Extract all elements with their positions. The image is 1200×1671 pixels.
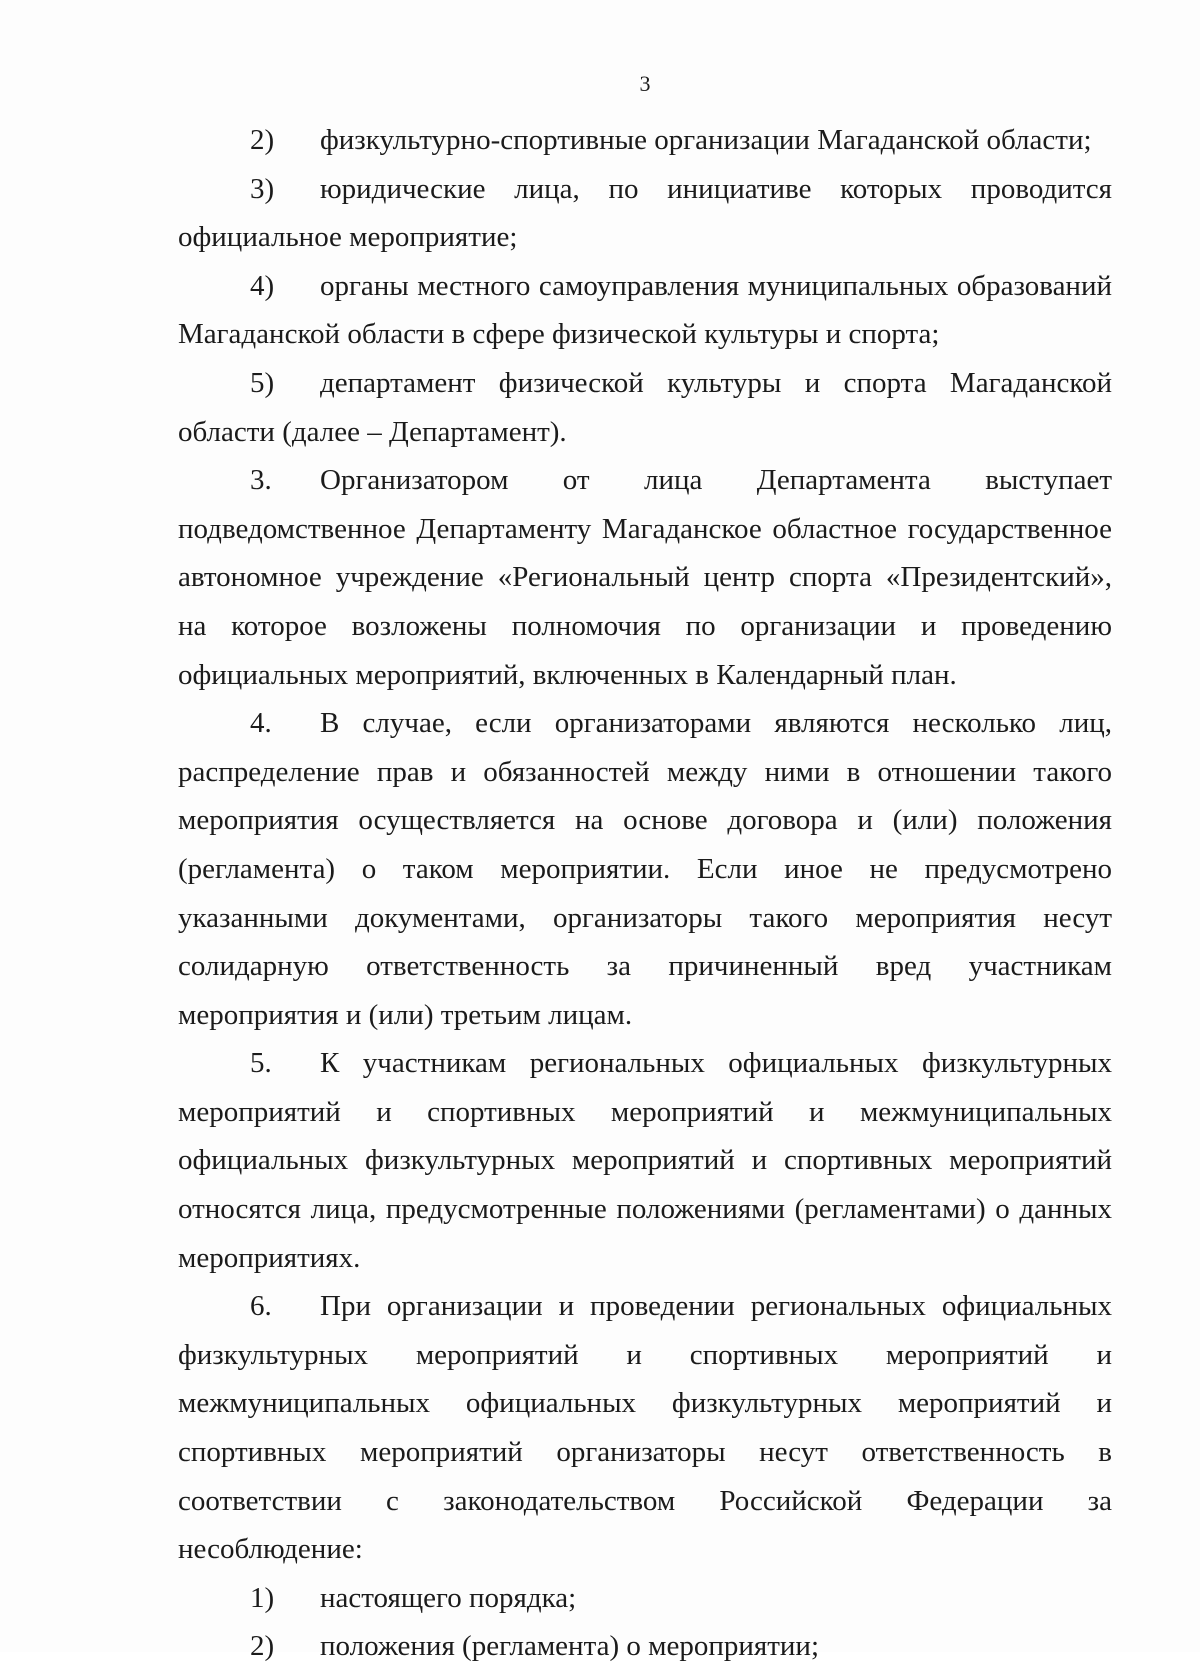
page-number: 3 [639,71,651,96]
clause-paragraph [178,456,1112,699]
clause-number: 6. [250,1290,272,1323]
item-text: физкультурно-спортивные организации Магаданской области; [320,124,1092,156]
document-body [178,116,1112,1671]
list-item [178,262,1112,359]
list-item [178,1574,1112,1623]
item-text: положения (регламента) о мероприятии; [320,1630,820,1663]
item-text: настоящего порядка; [320,1581,577,1614]
item-number: 2) [250,1630,275,1663]
item-number: 4) [250,269,275,302]
clause-paragraph [178,1282,1112,1574]
list-item [178,359,1112,456]
item-number: 3) [250,172,275,205]
clause-text: К участникам региональных официальных физкультурных мероприятий и спортивных мероприятий и межмуниципальных официальных физкультурных мероприятий и спортивных мероприятий относятся лица, предусмотренные положениями (регламентами) о данных мероприятиях. [178,1047,1112,1274]
clause-text: Организатором от лица Департамента выступает подведомственное Департаменту Магаданское областное государственное автономное учреждение «Региональный центр спорта «Президентский», на которое возложены полномочия по организации и проведению официальных мероприятий, включенных в Календарный план. [178,464,1112,691]
item-number: 1) [250,1581,275,1614]
clause-paragraph [178,699,1112,1039]
list-item [178,116,1112,165]
clause-text: При организации и проведении региональных официальных физкультурных мероприятий и спортивных мероприятий и межмуниципальных официальных физкультурных мероприятий и спортивных мероприятий организаторы несут ответственность в соответствии с законодательством Российской Федерации за несоблюдение: [178,1290,1112,1566]
list-item [178,1622,1112,1671]
clause-text: В случае, если организаторами являются несколько лиц, распределение прав и обязанностей между ними в отношении такого мероприятия осуществляется на основе договора и (или) положения (регламента) о таком мероприятии. Если иное не предусмотрено указанными документами, организаторы такого мероприятия несут солидарную ответственность за причиненный вред участникам мероприятия и (или) третьим лицам. [178,707,1112,1031]
clause-number: 5. [250,1047,272,1080]
clause-number: 4. [250,707,272,740]
item-text: департамент физической культуры и спорта Магаданской области (далее – Департамент). [178,366,1112,448]
item-number: 5) [250,366,275,399]
item-number: 2) [250,124,275,156]
clause-number: 3. [250,464,272,497]
list-item [178,165,1112,262]
item-text: органы местного самоуправления муниципальных образований Магаданской области в сфере физической культуры и спорта; [178,269,1112,351]
item-text: юридические лица, по инициативе которых проводится официальное мероприятие; [178,172,1112,254]
clause-paragraph [178,1039,1112,1282]
